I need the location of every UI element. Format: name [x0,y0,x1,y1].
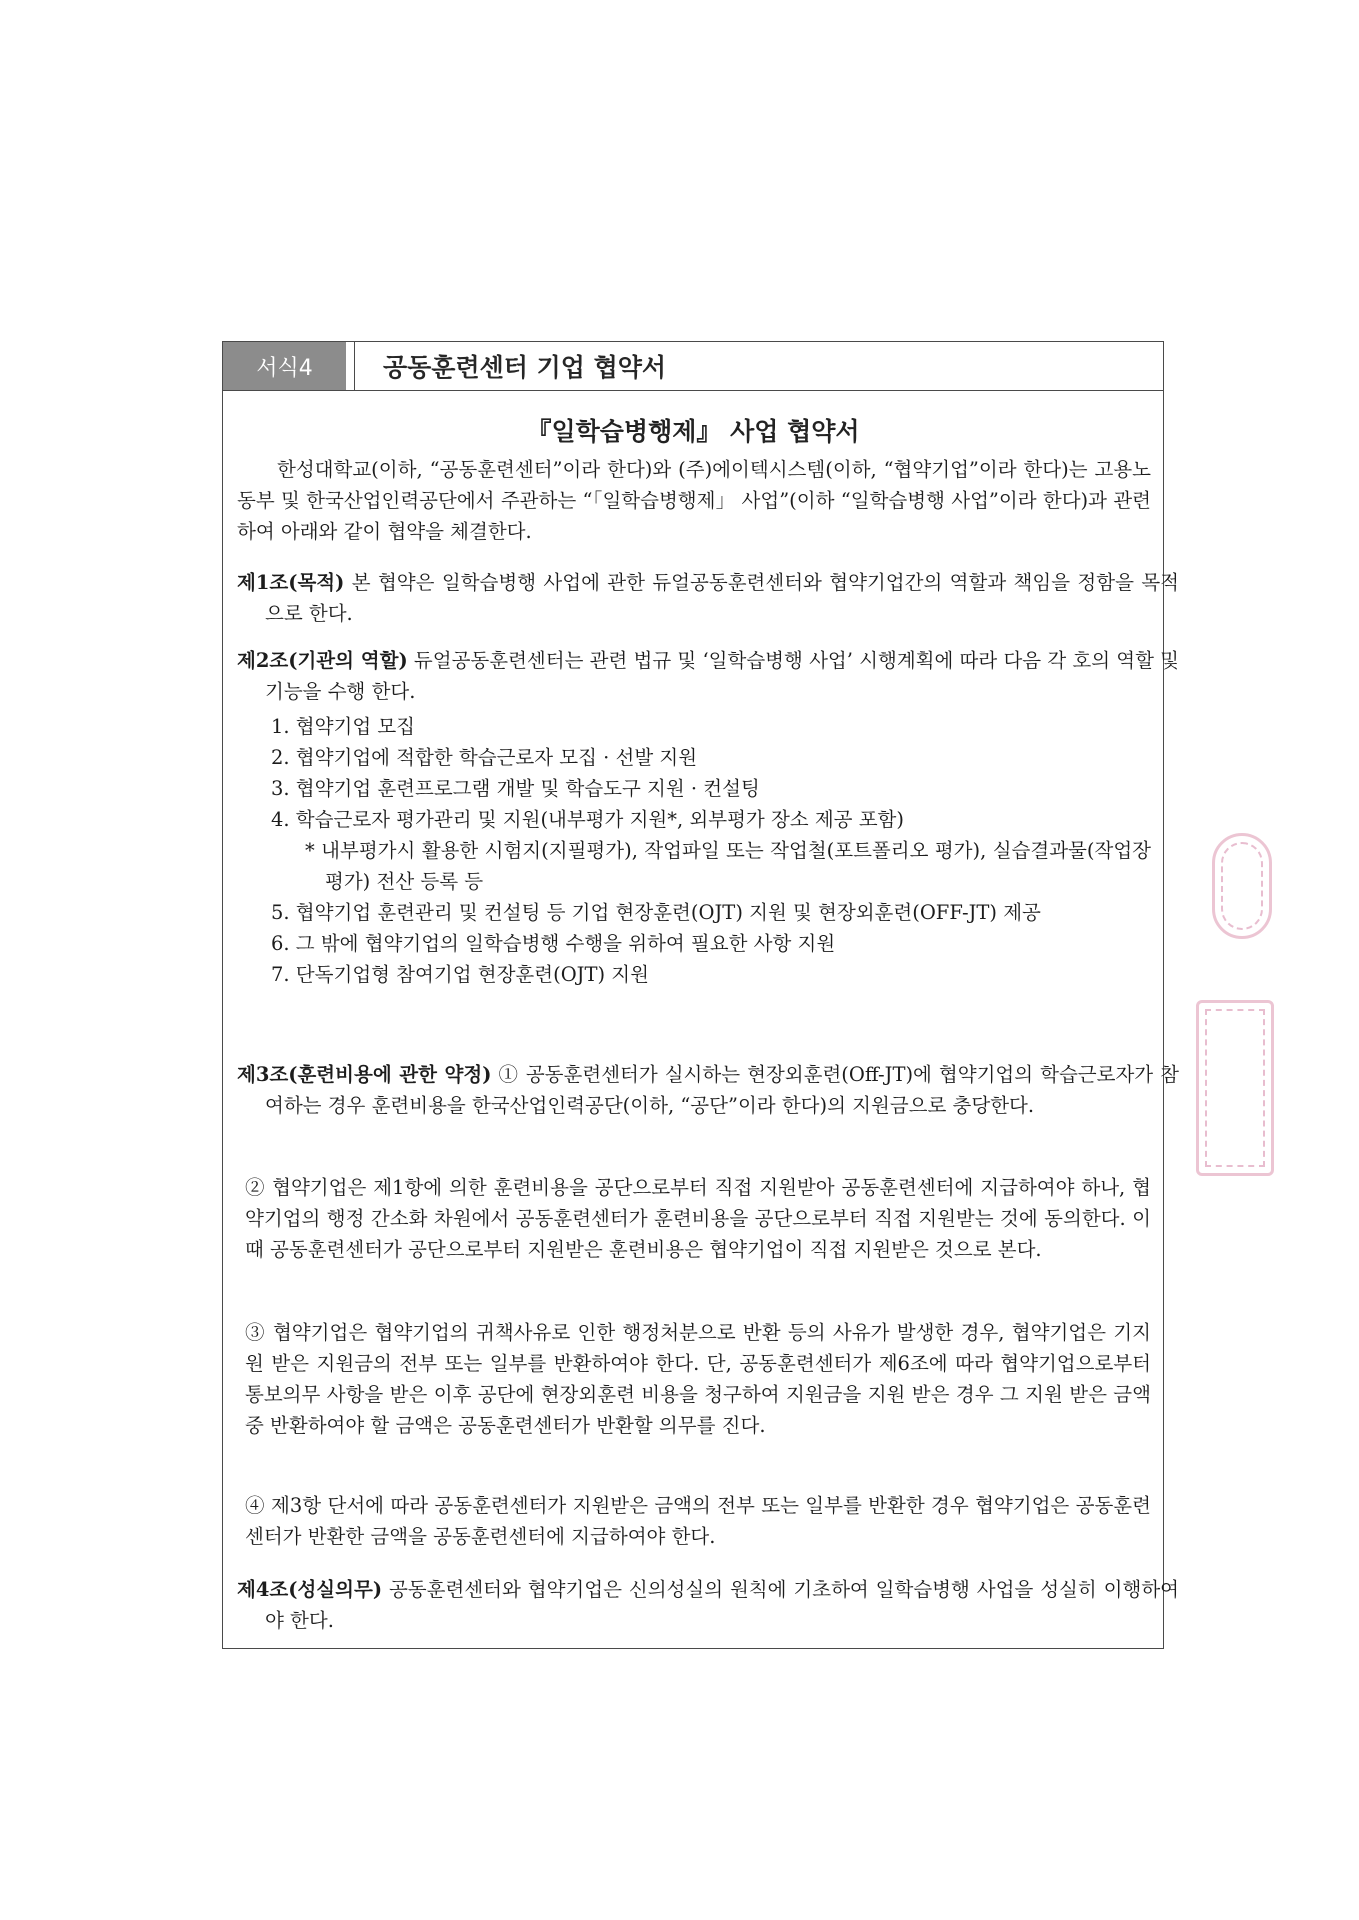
article-3-clause-3: ③ 협약기업은 협약기업의 귀책사유로 인한 행정처분으로 반환 등의 사유가 발생한 경우, 협약기업은 기지원 받은 지원금의 전부 또는 일부를 반환하여야 한다. 단, 공동훈련센터가 제6조에 따라 협약기업으로부터 통보의무 사항을 받은 이후 공단에 현장외훈련 비용을 청구하여 지원금을 지원 받은 경우 그 지원 받은 금액 중 반환하여야 할 금액은 공동훈련센터가 반환할 의무를 진다. [245,1321,1151,1437]
form-header [223,342,1163,391]
article-4 [237,1574,1179,1636]
seal-stamp-bottom-inner [1205,1009,1265,1167]
form-label: 서식4 [223,342,348,390]
form-divider [348,342,355,390]
article-4-body: 공동훈련센터와 협약기업은 신의성실의 원칙에 기초하여 일학습병행 사업을 성실히 이행하여야 한다. [265,1578,1179,1632]
list-item: 3. 협약기업 훈련프로그램 개발 및 학습도구 지원 · 컨설팅 [271,777,760,800]
article-3-clause-2: ② 협약기업은 제1항에 의한 훈련비용을 공단으로부터 직접 지원받아 공동훈련센터에 지급하여야 하나, 협약기업의 행정 간소화 차원에서 공동훈련센터가 훈련비용을 공단으로부터 직접 지원받는 것에 동의한다. 이 때 공동훈련센터가 공단으로부터 지원받은 훈련비용은 협약기업이 직접 지원받은 것으로 본다. [245,1176,1151,1261]
article-4-heading: 제4조(성실의무) [237,1578,383,1601]
document-title: 『일학습병행제』 사업 협약서 [526,417,860,446]
article-3 [237,1059,1179,1121]
article-1-body: 본 협약은 일학습병행 사업에 관한 듀얼공동훈련센터와 협약기업간의 역할과 책임을 정함을 목적으로 한다. [265,571,1179,625]
form-title: 공동훈련센터 기업 협약서 [383,353,667,382]
seal-stamp-top-inner [1221,842,1263,930]
article-3-heading: 제3조(훈련비용에 관한 약정) [237,1063,492,1086]
list-item: 4. 학습근로자 평가관리 및 지원(내부평가 지원*, 외부평가 장소 제공 포함) [271,808,904,831]
article-2-heading: 제2조(기관의 역할) [237,649,408,672]
seal-stamp-bottom [1196,1000,1274,1176]
list-item: 2. 협약기업에 적합한 학습근로자 모집 · 선발 지원 [271,746,698,769]
article-1 [237,567,1179,629]
seal-stamp-top [1212,833,1272,939]
article-2-list [271,711,1151,990]
list-item: 1. 협약기업 모집 [271,715,416,738]
list-item: 5. 협약기업 훈련관리 및 컨설팅 등 기업 현장훈련(OJT) 지원 및 현장외훈련(OFF-JT) 제공 [271,901,1041,924]
article-1-heading: 제1조(목적) [237,571,345,594]
document-frame [222,341,1180,1649]
article-3-clause-4: ④ 제3항 단서에 따라 공동훈련센터가 지원받은 금액의 전부 또는 일부를 반환한 경우 협약기업은 공동훈련센터가 반환한 금액을 공동훈련센터에 지급하여야 한다. [245,1494,1151,1548]
intro-paragraph: 한성대학교(이하, “공동훈련센터”이라 한다)와 (주)에이텍시스템(이하, “협약기업”이라 한다)는 고용노동부 및 한국산업인력공단에서 주관하는 “「일학습병행제」 사업”(이하 “일학습병행 사업”이라 한다)과 관련하여 아래와 같이 협약을 체결한다. [237,458,1151,543]
list-item: 6. 그 밖에 협약기업의 일학습병행 수행을 위하여 필요한 사항 지원 [271,932,836,955]
list-item: 7. 단독기업형 참여기업 현장훈련(OJT) 지원 [271,963,649,986]
article-2-body: 듀얼공동훈련센터는 관련 법규 및 ‘일학습병행 사업’ 시행계획에 따라 다음 각 호의 역할 및 기능을 수행 한다. [265,649,1179,703]
list-footnote: * 내부평가시 활용한 시험지(지필평가), 작업파일 또는 작업철(포트폴리오 평가), 실습결과물(작업장 평가) 전산 등록 등 [305,839,1151,893]
article-2 [237,645,1179,707]
article-3-body: ① 공동훈련센터가 실시하는 현장외훈련(Off-JT)에 협약기업의 학습근로자가 참여하는 경우 훈련비용을 한국산업인력공단(이하, “공단”이라 한다)의 지원금으로 충당한다. [265,1063,1180,1117]
